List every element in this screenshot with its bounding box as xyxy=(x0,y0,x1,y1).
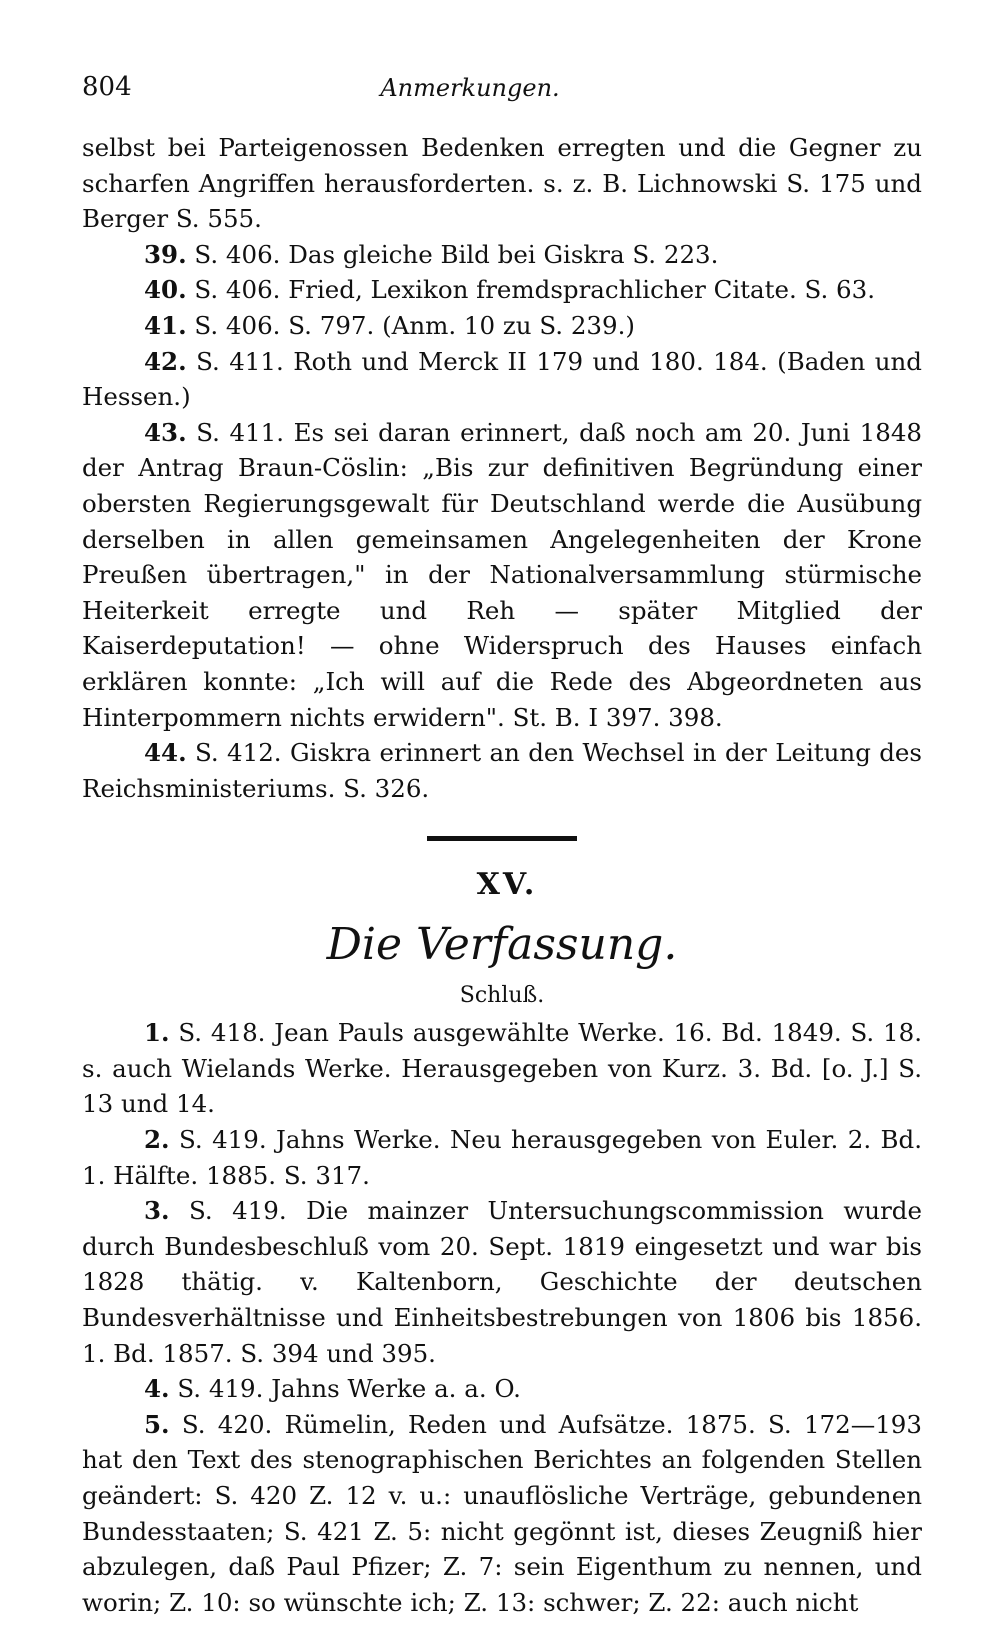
endnote-text: S. 406. Fried, Lexikon fremdsprachlicher Citate. S. 63. xyxy=(194,275,875,305)
section-title: Die Verfassung. xyxy=(326,919,678,971)
endnote-43 xyxy=(82,415,922,735)
continuation-paragraph: selbst bei Parteigenossen Bedenken erregten und die Gegner zu scharfen Angriffen herausforderten. s. z. B. Lichnowski S. 175 und Berger S. 555. xyxy=(82,133,922,234)
endnote-number: 2. xyxy=(144,1125,170,1155)
endnote-4 xyxy=(82,1371,922,1407)
endnote-number: 42. xyxy=(144,346,187,376)
page-header xyxy=(82,72,918,112)
endnote-number: 40. xyxy=(144,275,187,305)
endnote-42 xyxy=(82,344,922,415)
endnote-2 xyxy=(82,1122,922,1193)
section-divider xyxy=(427,836,577,841)
endnote-number: 1. xyxy=(144,1018,170,1048)
endnote-text: S. 406. S. 797. (Anm. 10 zu S. 239.) xyxy=(194,310,635,340)
page-number: 804 xyxy=(82,72,132,102)
endnote-text: S. 418. Jean Pauls ausgewählte Werke. 16. Bd. 1849. S. 18. s. auch Wielands Werke. Herausgegeben von Kurz. 3. Bd. [o. J.] S. 13 und 14. xyxy=(82,1018,922,1119)
endnote-40 xyxy=(82,272,922,308)
running-head: Anmerkungen. xyxy=(380,74,560,102)
endnote-39 xyxy=(82,237,922,273)
endnote-text: S. 412. Giskra erinnert an den Wechsel in der Leitung des Reichsministeriums. S. 326. xyxy=(82,738,922,803)
endnote-text: S. 411. Roth und Merck II 179 und 180. 184. (Baden und Hessen.) xyxy=(82,346,922,412)
endnote-number: 43. xyxy=(144,417,187,447)
endnote-3 xyxy=(82,1193,922,1371)
endnote-41 xyxy=(82,308,922,344)
endnote-text: S. 419. Die mainzer Untersuchungscommission wurde durch Bundesbeschluß vom 20. Sept. 1819 eingesetzt und war bis 1828 thätig. v. Kaltenborn, Geschichte der deutschen Bundesverhältnisse und Einheitsbestrebungen von 1806 bis 1856. 1. Bd. 1857. S. 394 und 395. xyxy=(82,1196,922,1368)
endnote-text: S. 419. Jahns Werke a. a. O. xyxy=(177,1374,521,1404)
endnote-text: S. 419. Jahns Werke. Neu herausgegeben von Euler. 2. Bd. 1. Hälfte. 1885. S. 317. xyxy=(82,1125,922,1190)
endnote-text: S. 411. Es sei daran erinnert, daß noch am 20. Juni 1848 der Antrag Braun-Cöslin: „Bis zur definitiven Begründung einer obersten Regierungsgewalt für Deutschland werde die Ausübung derselben in allen gemeinsamen Angelegenheiten der Krone Preußen übertragen," in der Nationalversammlung stürmische Heiterkeit erregte und Reh — später Mitglied der Kaiserdeputation! — ohne Widerspruch des Hauses einfach erklären konnte: „Ich will auf die Rede des Abgeordneten aus Hinterpommern nichts erwidern". St. B. I 397. 398. xyxy=(82,417,922,732)
endnote-number: 41. xyxy=(144,310,187,340)
endnote-44 xyxy=(82,735,922,806)
section-number: XV. xyxy=(476,867,538,903)
endnote-number: 44. xyxy=(144,738,187,768)
endnote-number: 3. xyxy=(144,1196,170,1226)
endnote-text: S. 406. Das gleiche Bild bei Giskra S. 223. xyxy=(194,239,719,269)
endnote-5 xyxy=(82,1407,922,1621)
endnote-text: S. 420. Rümelin, Reden und Aufsätze. 1875. S. 172—193 hat den Text des stenographischen Berichtes an folgenden Stellen geändert: S. 420 Z. 12 v. u.: unauflösliche Verträge, gebundenen Bundesstaaten; S. 421 Z. 5: nicht gegönnt ist, dieses Zeugniß hier abzulegen, daß Paul Pfizer; Z. 7: sein Eigenthum zu nennen, und worin; Z. 10: so wünschte ich; Z. 13: schwer; Z. 22: auch nicht xyxy=(82,1409,922,1617)
endnote-number: 5. xyxy=(144,1409,170,1439)
endnote-1 xyxy=(82,1015,922,1122)
page-body xyxy=(82,130,922,1620)
section-subtitle: Schluß. xyxy=(459,983,545,1009)
endnote-number: 39. xyxy=(144,239,187,269)
endnote-number: 4. xyxy=(144,1374,170,1404)
